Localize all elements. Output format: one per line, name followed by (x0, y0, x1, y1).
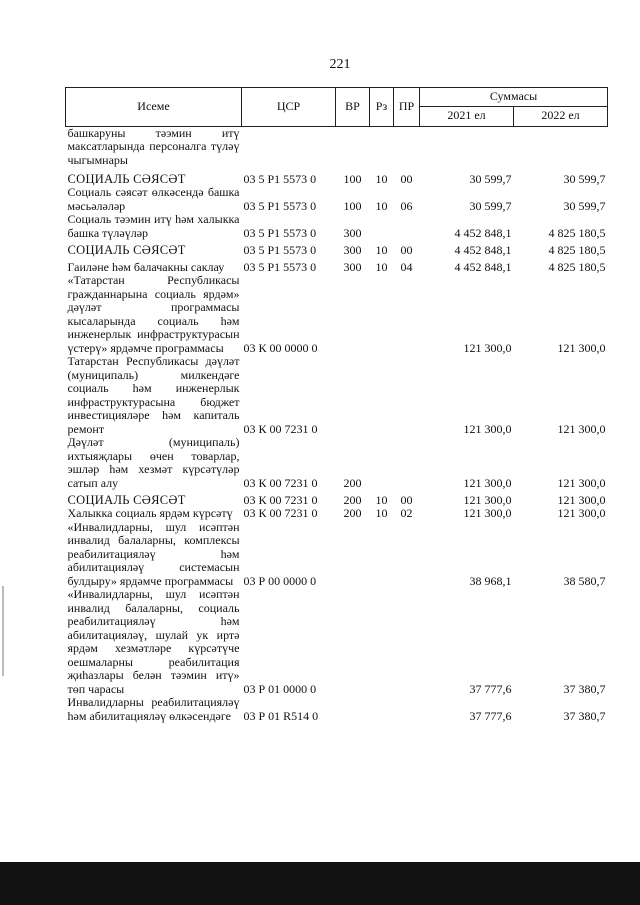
row-rz: 10 (375, 198, 388, 213)
table-row (66, 126, 608, 167)
header-name: Исеме (66, 88, 242, 127)
row-pr (394, 213, 420, 240)
row-pr (394, 436, 420, 490)
row-amount-2022: 121 300,0 (557, 506, 606, 520)
row-amount-2021 (420, 126, 514, 167)
row-amount-2022: 4 825 180,5 (548, 225, 606, 240)
row-rz (370, 696, 394, 723)
row-amount-2021: 4 452 848,1 (454, 225, 512, 240)
row-amount-2022: 121 300,0 (557, 421, 606, 436)
row-rz (370, 213, 394, 240)
row-rz (370, 126, 394, 167)
row-csr (242, 126, 336, 167)
table-row (66, 355, 608, 436)
page-number: 221 (329, 57, 351, 72)
row-vr: 300 (343, 225, 362, 240)
row-pr: 00 (400, 171, 413, 186)
budget-table (65, 87, 608, 723)
row-pr: 02 (400, 506, 413, 520)
row-csr: 03 5 Р1 5573 0 (243, 242, 317, 257)
table-row (66, 696, 608, 723)
row-amount-2022: 30 599,7 (563, 171, 606, 186)
table-row (66, 521, 608, 589)
row-amount-2021: 121 300,0 (463, 492, 512, 507)
row-amount-2022: 4 825 180,5 (548, 242, 606, 257)
row-amount-2021: 37 777,6 (469, 681, 512, 696)
row-rz: 10 (375, 506, 388, 520)
row-rz: 10 (375, 492, 388, 507)
row-rz (370, 355, 394, 436)
row-vr: 100 (343, 171, 362, 186)
row-amount-2022: 121 300,0 (557, 492, 606, 507)
row-rz: 10 (375, 242, 388, 257)
header-pr: ПР (394, 88, 420, 127)
row-rz: 10 (375, 259, 388, 274)
row-rz (370, 521, 394, 589)
row-vr: 300 (343, 259, 362, 274)
row-pr (394, 696, 420, 723)
row-csr: 03 К 00 7231 0 (243, 506, 318, 520)
row-vr (336, 696, 370, 723)
row-csr: 03 К 00 7231 0 (243, 475, 318, 490)
row-rz (370, 588, 394, 696)
scan-bottom-border (0, 862, 640, 905)
table-row (66, 490, 608, 507)
header-vr: ВР (336, 88, 370, 127)
row-amount-2022 (514, 126, 608, 167)
table-row (66, 257, 608, 274)
row-amount-2021: 30 599,7 (469, 171, 512, 186)
row-name: Инвалидларны реабилитацияләү һәм абилитацияләү өлкәсендәге (67, 695, 240, 723)
row-name: «Инвалидларны, шул исәптән инвалид балаларны, комплексы реабилитацияләү һәм абилитацияләү системасын булдыру» ярдәмче программасы (67, 519, 240, 588)
header-sums: Суммасы (420, 88, 608, 107)
row-csr: 03 К 00 0000 0 (243, 340, 318, 355)
row-vr (336, 274, 370, 355)
row-pr (394, 126, 420, 167)
row-csr: 03 Р 01 R514 0 (243, 708, 319, 723)
header-year-2022: 2022 ел (514, 106, 608, 126)
row-vr (336, 355, 370, 436)
row-amount-2021: 38 968,1 (469, 573, 512, 588)
table-row (66, 588, 608, 696)
header-year-2021: 2021 ел (420, 106, 514, 126)
row-pr (394, 521, 420, 589)
header-csr: ЦСР (242, 88, 336, 127)
row-vr: 200 (343, 475, 362, 490)
row-vr (336, 588, 370, 696)
row-name: «Инвалидларны, шул исәптән инвалид балаларны, социаль реабилитацияләү һәм абилитацияләү, шулай ук иртә ярдәм хезмәтләре күрсәтүче оешмаларны реабилитация җиһазлары белән тәэмин итү» төп чарасы (67, 587, 240, 696)
row-csr: 03 5 Р1 5573 0 (243, 171, 317, 186)
row-amount-2022: 121 300,0 (557, 340, 606, 355)
row-name: Халыкка социаль ярдәм күрсәтү (67, 506, 233, 520)
table-row (66, 167, 608, 186)
row-name: Дәүләт (муниципаль) ихтыяҗлары өчен товарлар, эшләр һәм хезмәт күрсәтүләр сатып алу (67, 435, 240, 490)
row-csr: 03 К 00 7231 0 (243, 421, 318, 436)
row-pr: 06 (400, 198, 413, 213)
row-csr: 03 5 Р1 5573 0 (243, 259, 317, 274)
row-amount-2022: 38 580,7 (563, 573, 606, 588)
row-vr (336, 521, 370, 589)
row-name: «Татарстан Республикасы гражданнарына социаль ярдәм» дәүләт программасы кысаларында социаль һәм инженерлык инфраструктурасын үстерү» ярдәмче программасы (67, 273, 240, 355)
header-rz: Рз (370, 88, 394, 127)
row-vr: 300 (343, 242, 362, 257)
row-csr: 03 5 Р1 5573 0 (243, 198, 317, 213)
row-name: Социаль сәясәт өлкәсендә башка мәсьәләләр (67, 185, 240, 213)
row-vr: 200 (343, 492, 362, 507)
row-amount-2022: 121 300,0 (557, 475, 606, 490)
row-amount-2021: 4 452 848,1 (454, 242, 512, 257)
row-name: СОЦИАЛЬ СӘЯСӘТ (67, 242, 186, 257)
row-rz: 10 (375, 171, 388, 186)
row-rz (370, 274, 394, 355)
table-row (66, 274, 608, 355)
row-name: Татарстан Республикасы дәүләт (муниципаль) милкендәге социаль һәм инженерлык инфраструктурасына бюджет инвестицияләре һәм капиталь ремонт (67, 354, 240, 436)
row-pr: 04 (400, 259, 413, 274)
row-csr: 03 5 Р1 5573 0 (243, 225, 317, 240)
row-name: СОЦИАЛЬ СӘЯСӘТ (67, 492, 186, 507)
row-amount-2021: 121 300,0 (463, 421, 512, 436)
row-amount-2021: 121 300,0 (463, 475, 512, 490)
row-pr: 00 (400, 492, 413, 507)
row-csr: 03 Р 00 0000 0 (243, 573, 317, 588)
row-csr: 03 К 00 7231 0 (243, 492, 318, 507)
row-amount-2021: 4 452 848,1 (454, 259, 512, 274)
row-vr (336, 126, 370, 167)
row-amount-2021: 121 300,0 (463, 506, 512, 520)
row-pr (394, 274, 420, 355)
row-amount-2021: 37 777,6 (469, 708, 512, 723)
table-row (66, 213, 608, 240)
row-vr: 200 (343, 506, 362, 520)
row-rz (370, 436, 394, 490)
scan-edge-mark (2, 586, 4, 676)
row-name: Социаль тәэмин итү һәм халыкка башка түләүләр (67, 212, 240, 240)
row-amount-2021: 30 599,7 (469, 198, 512, 213)
row-pr (394, 355, 420, 436)
row-vr: 100 (343, 198, 362, 213)
table-row (66, 507, 608, 521)
table-row (66, 436, 608, 490)
row-pr (394, 588, 420, 696)
row-name: СОЦИАЛЬ СӘЯСӘТ (67, 171, 186, 186)
row-amount-2022: 4 825 180,5 (548, 259, 606, 274)
row-amount-2021: 121 300,0 (463, 340, 512, 355)
row-csr: 03 Р 01 0000 0 (243, 681, 317, 696)
row-amount-2022: 37 380,7 (563, 681, 606, 696)
row-pr: 00 (400, 242, 413, 257)
row-amount-2022: 37 380,7 (563, 708, 606, 723)
row-amount-2022: 30 599,7 (563, 198, 606, 213)
row-name: башкаруны тәэмин итү макcатларында персоналга түләү чыгымнары (67, 125, 240, 167)
row-name: Гаиләне һәм балачакны саклау (67, 259, 225, 274)
table-row (66, 240, 608, 257)
table-row (66, 186, 608, 213)
